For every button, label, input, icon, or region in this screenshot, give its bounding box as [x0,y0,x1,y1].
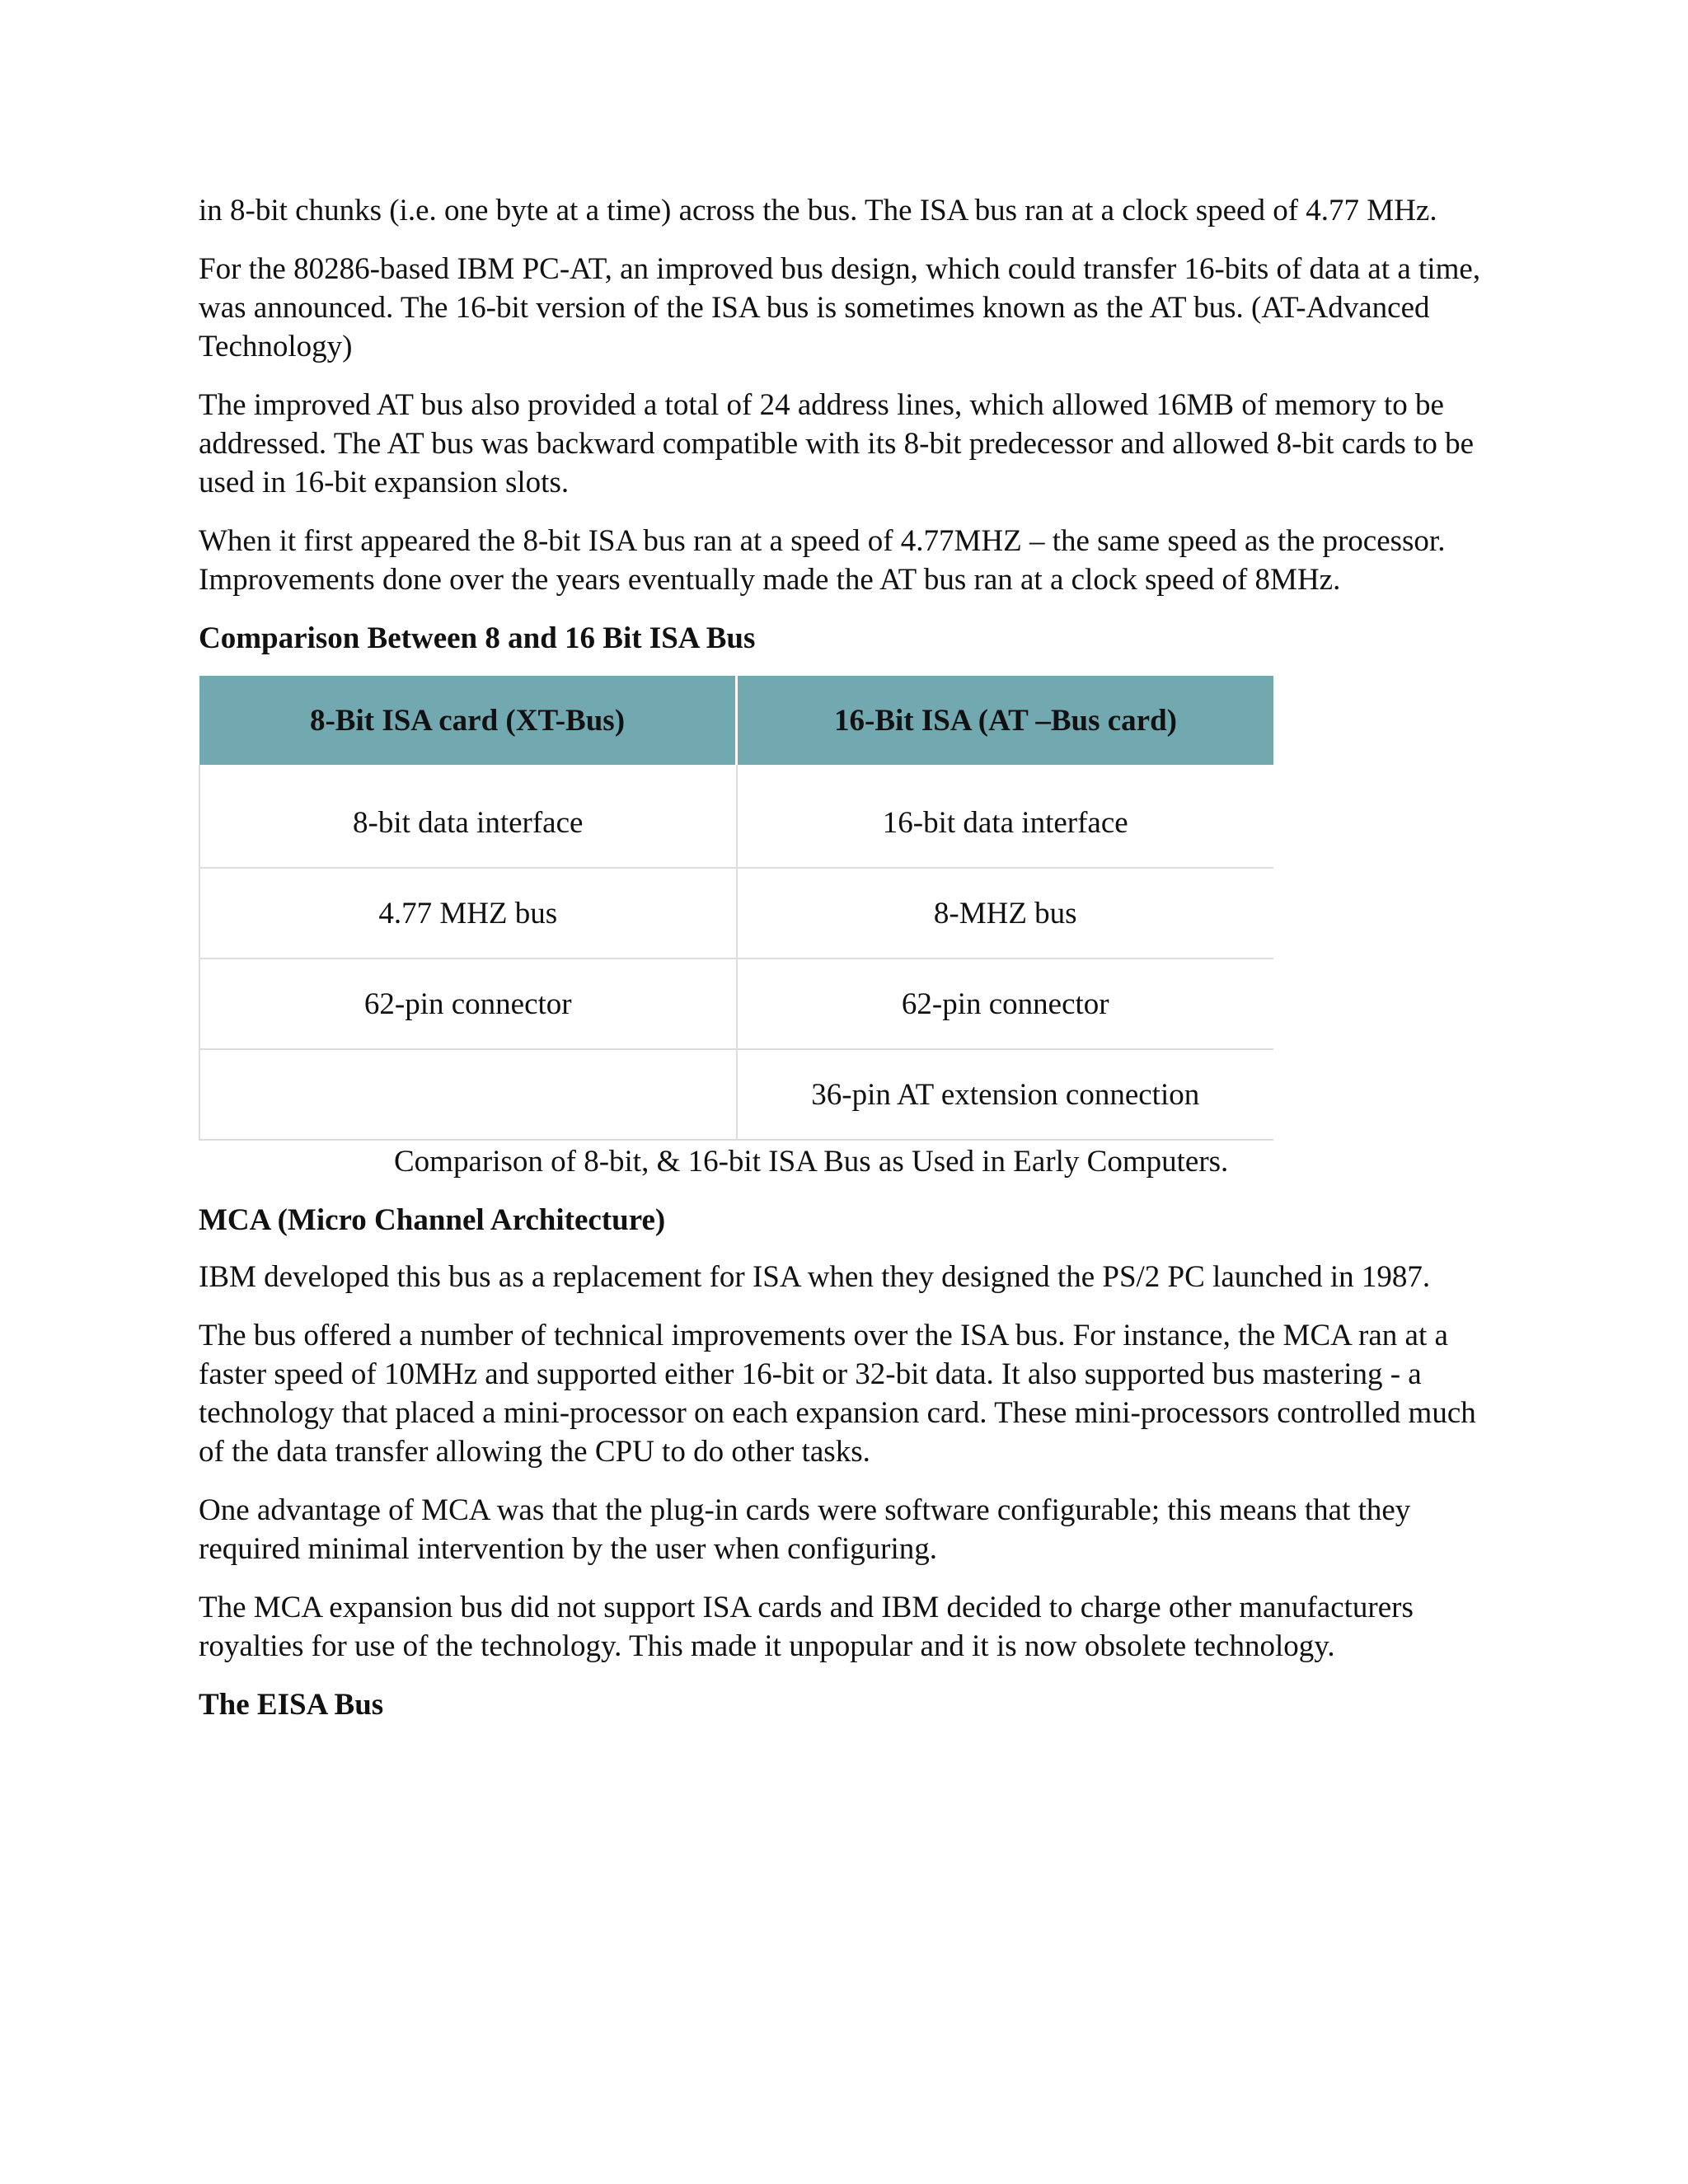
table-cell: 62-pin connector [199,958,737,1049]
table-cell: 36-pin AT extension connection [737,1049,1274,1140]
table-cell: 62-pin connector [737,958,1274,1049]
paragraph-address-lines: The improved AT bus also provided a total of 24 address lines, which allowed 16MB of memory to be addressed. The AT bus was backward compatible with its 8-bit predecessor and allowed 8-bit cards to be used in 16-bit expansion slots. [199,388,1475,499]
table-row [199,868,1273,958]
paragraph-mca-obsolete: The MCA expansion bus did not support ISA cards and IBM decided to charge other manufacturers royalties for use of the technology. This made it unpopular and it is now obsolete technology. [199,1591,1414,1663]
table-cell: 8-MHZ bus [737,868,1274,958]
comparison-table [199,676,1273,1141]
column-header-16bit: 16-Bit ISA (AT –Bus card) [737,676,1274,765]
table-row [199,778,1273,868]
comparison-heading: Comparison Between 8 and 16 Bit ISA Bus [199,621,756,655]
table-caption: Comparison of 8-bit, & 16-bit ISA Bus as Used in Early Computers. [394,1145,1229,1179]
table-spacer-cell [737,765,1274,778]
paragraph-mca-improvements: The bus offered a number of technical improvements over the ISA bus. For instance, the MCA ran at a faster speed of 10MHz and supported either 16-bit or 32-bit data. It also supported bus mastering - a technology that placed a mini-processor on each expansion card. These mini-processors controlled much of the data transfer allowing the CPU to do other tasks. [199,1319,1476,1469]
table-row [199,1049,1273,1140]
column-header-8bit: 8-Bit ISA card (XT-Bus) [199,676,737,765]
table-cell: 4.77 MHZ bus [199,868,737,958]
table-spacer-cell [199,765,737,778]
paragraph-clock-speed: When it first appeared the 8-bit ISA bus ran at a speed of 4.77MHZ – the same speed as the processor. Improvements done over the years eventually made the AT bus ran at a clock speed of 8MHz. [199,524,1446,597]
table-cell: 16-bit data interface [737,778,1274,868]
eisa-heading: The EISA Bus [199,1688,384,1722]
paragraph-mca-intro: IBM developed this bus as a replacement for ISA when they designed the PS/2 PC launched in 1987. [199,1260,1431,1294]
paragraph-isa-chunks: in 8-bit chunks (i.e. one byte at a time) across the bus. The ISA bus ran at a clock speed of 4.77 MHz. [199,194,1437,227]
paragraph-pc-at: For the 80286-based IBM PC-AT, an improved bus design, which could transfer 16-bits of data at a time, was announced. The 16-bit version of the ISA bus is sometimes known as the AT bus. (AT-Advanced Technology) [199,252,1481,363]
table-row [199,958,1273,1049]
table-cell [199,1049,737,1140]
table-header-row [199,676,1273,765]
table-spacer-row [199,765,1273,778]
paragraph-mca-advantage: One advantage of MCA was that the plug-in cards were software configurable; this means that they required minimal intervention by the user when configuring. [199,1493,1411,1566]
mca-heading: MCA (Micro Channel Architecture) [199,1203,666,1237]
document-page [199,191,1501,1742]
table-cell: 8-bit data interface [199,778,737,868]
